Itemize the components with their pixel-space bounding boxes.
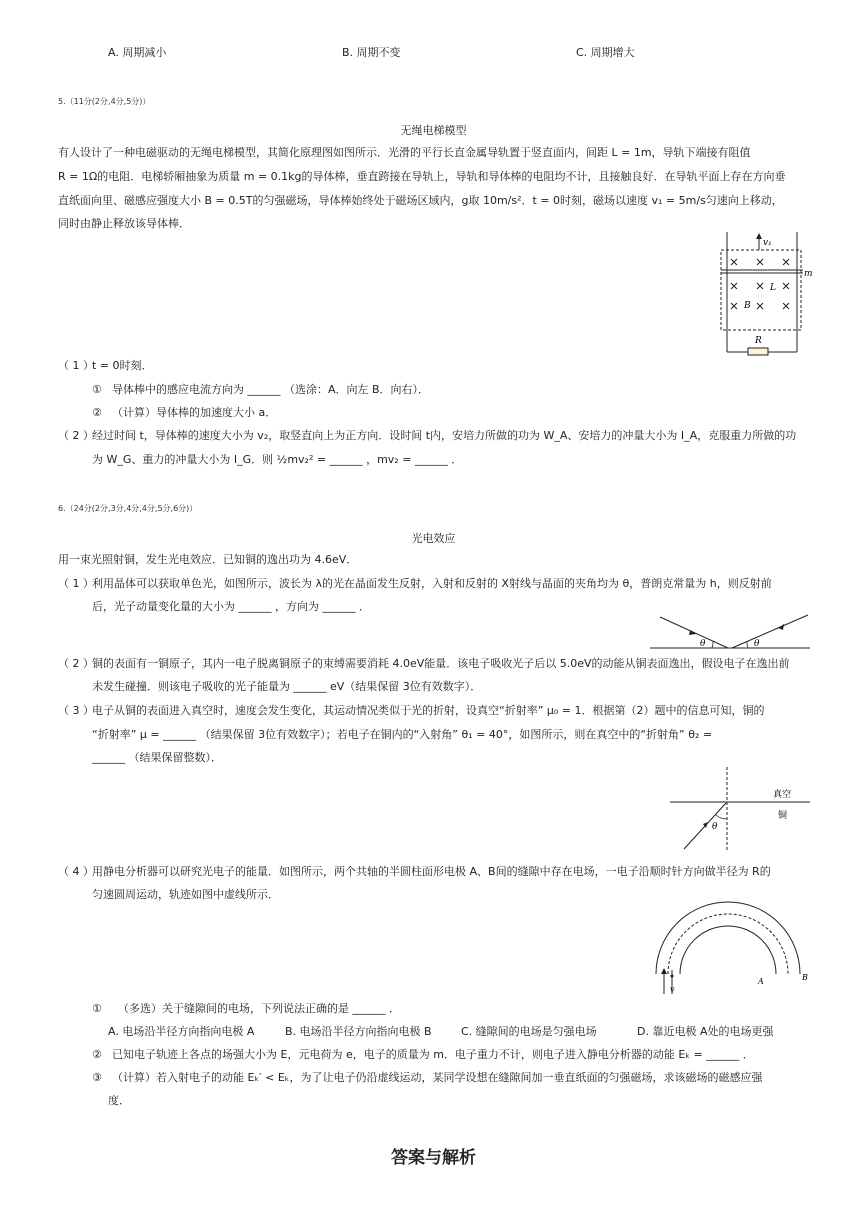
q6-sub4-ii-text: 已知电子轨迹上各点的场强大小为 E，元电荷为 e，电子的质量为 m．电子重力不计，则电子进入静电分析器的动能 Eₖ = ______ ． <box>112 1048 754 1061</box>
q5-sub1-ii-text: （计算）导体棒的加速度大小 a． <box>112 406 277 419</box>
q6-sub4-option-a: A. 电场沿半径方向指向电极 A <box>108 1025 255 1038</box>
q6-sub1-line2: 后，光子动量变化量的大小为 ______ ，方向为 ______ ． <box>92 600 370 613</box>
q6-sub3-line2: “折射率” μ = ______ （结果保留 3位有效数字）；若电子在铜内的“入射角” θ₁ = 40°，如图所示，则在真空中的“折射角” θ₂ = <box>92 728 713 741</box>
answer-section-heading: 答案与解析 <box>391 1148 476 1168</box>
question-5-title: 无绳电梯模型 <box>400 124 467 137</box>
q6-sub2-line1: 铜的表面有一铜原子，其内一电子脱离铜原子的束缚需要消耗 4.0eV能量．该电子吸收光子后以 5.0eV的动能从铜表面逸出，假设电子在逸出前 <box>92 657 790 670</box>
q5-sub1-ii-number: ② <box>92 406 102 419</box>
option-a: A. 周期减小 <box>108 46 167 59</box>
q5-sub1-i-text: 导体棒中的感应电流方向为 ______ （选涂：A．向左 B．向右）． <box>112 383 430 396</box>
q6-sub3-line3: ______ （结果保留整数）． <box>92 751 222 764</box>
q5-sub1-text: t = 0时刻． <box>92 359 153 372</box>
reflect-angle-label: θ <box>754 639 760 649</box>
q6-sub4-ii-number: ② <box>92 1048 102 1061</box>
length-label: L <box>770 283 776 293</box>
q6-intro: 用一束光照射铜，发生光电效应．已知铜的逸出功为 4.6eV． <box>58 553 358 566</box>
q6-sub4-iii-line1: （计算）若入射电子的动能 Eₖ′ < Eₖ，为了让电子仍沿虚线运动，某同学设想在缝隙间加一垂直纸面的匀强磁场，求该磁场的磁感应强 <box>112 1071 763 1084</box>
velocity-label: v <box>670 985 675 994</box>
electrostatic-analyzer-figure <box>650 898 815 998</box>
q6-sub3-line1: 电子从铜的表面进入真空时，速度会发生变化，其运动情况类似于光的折射，设真空“折射率” μ₀ = 1．根据第（2）题中的信息可知，铜的 <box>92 704 765 717</box>
refraction-figure <box>670 767 815 852</box>
q6-sub4-iii-number: ③ <box>92 1071 102 1084</box>
q5-sub1-i-number: ① <box>92 383 102 396</box>
question-6-header: 6.（24分(2分,3分,4分,4分,5分,6分)） <box>58 504 198 513</box>
q6-sub2-label: （ 2 ） <box>58 657 94 670</box>
q5-sub1-label: （ 1 ） <box>58 359 94 372</box>
elevator-circuit-figure <box>715 232 815 357</box>
q6-sub4-label: （ 4 ） <box>58 865 94 878</box>
field-label: B <box>744 301 751 311</box>
resistor-label: R <box>755 336 762 346</box>
incident-angle-label: θ <box>700 639 706 649</box>
q6-sub2-line2: 未发生碰撞．则该电子吸收的光子能量为 ______ eV（结果保留 3位有效数字）． <box>92 680 482 693</box>
q5-paragraph-line3: 直纸面向里、磁感应强度大小 B = 0.5T的匀强磁场，导体棒始终处于磁场区域内，g取 10m/s²．t = 0时刻，磁场以速度 v₁ = 5m/s匀速向上移动， <box>58 194 783 207</box>
copper-label: 铜 <box>778 811 788 821</box>
option-b: B. 周期不变 <box>342 46 401 59</box>
q6-sub4-line1: 用静电分析器可以研究光电子的能量．如图所示，两个共轴的半圆柱面形电极 A、B间的缝隙中存在电场，一电子沿顺时针方向做半径为 R的 <box>92 865 771 878</box>
q6-sub4-i-text: （多选）关于缝隙间的电场，下列说法正确的是 ______ ． <box>118 1002 400 1015</box>
q5-paragraph-line2: R = 1Ω的电阻．电梯轿厢抽象为质量 m = 0.1kg的导体棒，垂直跨接在导轨上，导轨和导体棒的电阻均不计，且接触良好．在导轨平面上存在方向垂 <box>58 170 786 183</box>
q6-sub1-line1: 利用晶体可以获取单色光，如图所示，波长为 λ的光在晶面发生反射，入射和反射的 X射线与晶面的夹角均为 θ，普朗克常量为 h，则反射前 <box>92 577 772 590</box>
crystal-reflection-figure <box>650 612 815 652</box>
q5-sub2-line1: 经过时间 t，导体棒的速度大小为 v₂，取竖直向上为正方向．设时间 t内，安培力所做的功为 W_A、安培力的冲量大小为 I_A，克服重力所做的功 <box>92 429 797 442</box>
field-crosses <box>731 259 789 309</box>
q6-sub4-option-b: B. 电场沿半径方向指向电极 B <box>285 1025 432 1038</box>
q6-sub4-i-number: ① <box>92 1002 102 1015</box>
electrode-b-label: B <box>802 973 808 982</box>
q6-sub1-label: （ 1 ） <box>58 577 94 590</box>
question-6-title: 光电效应 <box>411 532 456 545</box>
rod-label: m <box>804 269 813 279</box>
q5-paragraph-line1: 有人设计了一种电磁驱动的无绳电梯模型，其简化原理图如图所示．光滑的平行长直金属导轨置于竖直面内，间距 L = 1m，导轨下端接有阻值 <box>58 146 751 159</box>
vacuum-label: 真空 <box>773 790 792 800</box>
q6-sub4-option-c: C. 缝隙间的电场是匀强电场 <box>461 1025 597 1038</box>
option-c: C. 周期增大 <box>576 46 635 59</box>
incident-theta-label: θ <box>712 822 718 832</box>
electrode-a-label: A <box>758 977 764 986</box>
question-5-header: 5.（11分(2分,4分,5分)） <box>58 97 151 106</box>
q6-sub3-label: （ 3 ） <box>58 704 94 717</box>
q5-sub2-label: （ 2 ） <box>58 429 94 442</box>
q6-sub4-iii-line2: 度． <box>108 1094 130 1107</box>
q5-sub2-line2: 为 W_G、重力的冲量大小为 I_G．则 ½mv₂² = ______ ，mv₂ = ______ ． <box>92 453 463 466</box>
q6-sub4-option-d: D. 靠近电极 A处的电场更强 <box>637 1025 774 1038</box>
q6-sub4-line2: 匀速圆周运动，轨迹如图中虚线所示． <box>92 888 279 901</box>
v1-label: v₁ <box>763 238 772 248</box>
q5-paragraph-line4: 同时由静止释放该导体棒． <box>58 217 190 230</box>
